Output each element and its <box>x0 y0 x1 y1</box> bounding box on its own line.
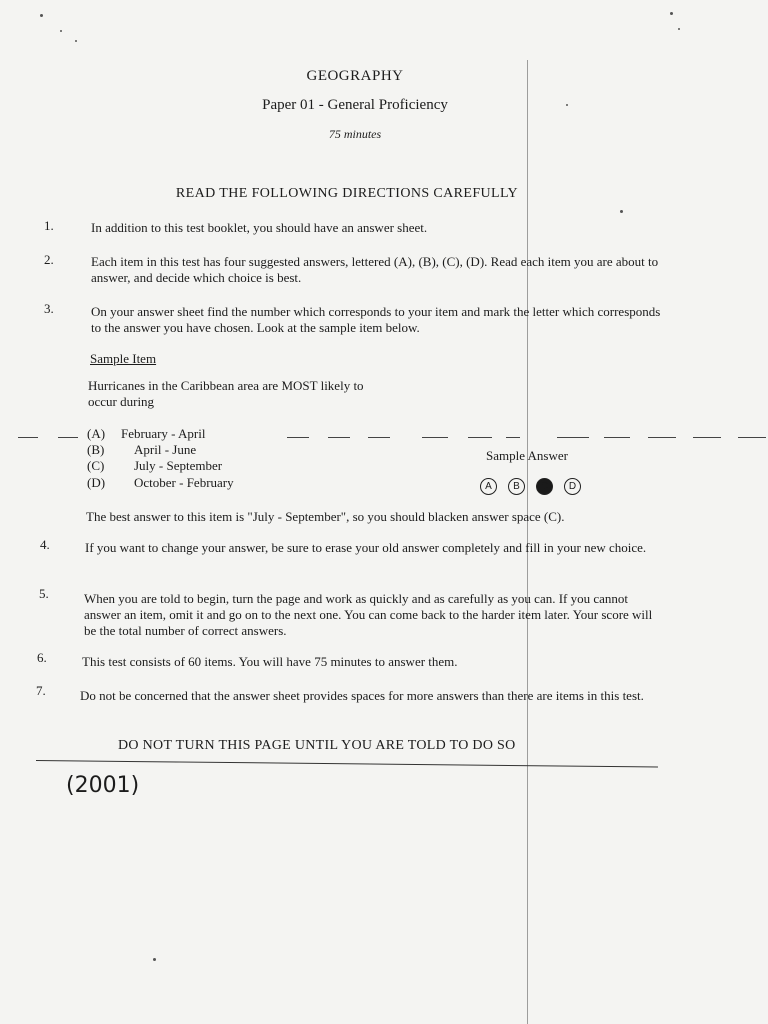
option-letter: (C) <box>87 458 105 473</box>
scan-dash <box>287 437 309 438</box>
sample-item-label: Sample Item <box>90 351 157 366</box>
scan-speck <box>75 40 77 42</box>
scan-dash <box>648 437 676 438</box>
scan-speck <box>60 30 62 32</box>
answer-bubble-d: D <box>564 478 581 495</box>
answer-bubble-c-filled: C <box>536 478 553 495</box>
scan-dash <box>368 437 390 438</box>
answer-bubble-a: A <box>480 478 497 495</box>
scan-dash <box>604 437 630 438</box>
instruction-text: If you want to change your answer, be sure to erase your old answer completely and fill in your new choice. <box>85 540 647 555</box>
sample-question: Hurricanes in the Caribbean area are MOST likely to occur during <box>88 378 364 409</box>
scan-speck <box>670 12 673 15</box>
scan-dash <box>738 437 766 438</box>
scan-dash <box>693 437 721 438</box>
instruction-number: 3. <box>44 301 54 316</box>
option-letter: (A) <box>87 426 106 441</box>
exam-subject-title: GEOGRAPHY <box>306 68 404 84</box>
instruction-number: 4. <box>40 537 50 552</box>
handwritten-year: (2001) <box>66 773 140 798</box>
answer-bubble-b: B <box>508 478 525 495</box>
scan-dash <box>58 437 78 438</box>
instruction-text: Each item in this test has four suggested answers, lettered (A), (B), (C), (D). Read each item you are about to answer, and decide which choice is best. <box>91 254 659 285</box>
instruction-number: 5. <box>39 586 49 601</box>
instruction-text: This test consists of 60 items. You will have 75 minutes to answer them. <box>82 654 458 669</box>
answer-bubbles <box>480 478 581 495</box>
sample-answer-label: Sample Answer <box>486 448 568 463</box>
paper-subtitle: Paper 01 - General Proficiency <box>262 97 448 113</box>
scan-dash <box>422 437 448 438</box>
scan-speck <box>153 958 156 961</box>
instruction-number: 6. <box>37 650 47 665</box>
exam-duration: 75 minutes <box>328 127 382 141</box>
directions-heading: READ THE FOLLOWING DIRECTIONS CAREFULLY <box>175 186 519 201</box>
scan-dash <box>18 437 38 438</box>
scan-dash <box>468 437 492 438</box>
footer-rule <box>36 760 658 768</box>
instruction-number: 2. <box>44 252 54 267</box>
instruction-text: When you are told to begin, turn the page and work as quickly and as carefully as you can. If you cannot answer an item, omit it and go on to the next one. You can come back to the harder item later. Your score will be the total number of correct answers. <box>84 591 653 638</box>
instruction-number: 7. <box>36 683 46 698</box>
option-letter: (D) <box>87 475 106 490</box>
option-text: July - September <box>134 458 223 473</box>
option-text: February - April <box>121 426 206 441</box>
sample-explanation: The best answer to this item is "July - September", so you should blacken answer space (C). <box>86 509 565 524</box>
scan-dash <box>328 437 350 438</box>
scan-speck <box>678 28 680 30</box>
scan-dash <box>506 437 520 438</box>
instruction-text: In addition to this test booklet, you should have an answer sheet. <box>91 220 428 235</box>
instruction-number: 1. <box>44 218 54 233</box>
option-text: October - February <box>134 475 234 490</box>
instruction-text: On your answer sheet find the number which corresponds to your item and mark the letter which corresponds to the answer you have chosen. Look at the sample item below. <box>91 304 661 335</box>
scan-dash <box>557 437 589 438</box>
option-text: April - June <box>134 442 197 457</box>
scan-speck <box>620 210 623 213</box>
instruction-text: Do not be concerned that the answer sheet provides spaces for more answers than there are items in this test. <box>80 688 644 703</box>
option-letter: (B) <box>87 442 105 457</box>
do-not-turn-notice: DO NOT TURN THIS PAGE UNTIL YOU ARE TOLD TO DO SO <box>118 738 516 753</box>
scan-speck <box>40 14 43 17</box>
